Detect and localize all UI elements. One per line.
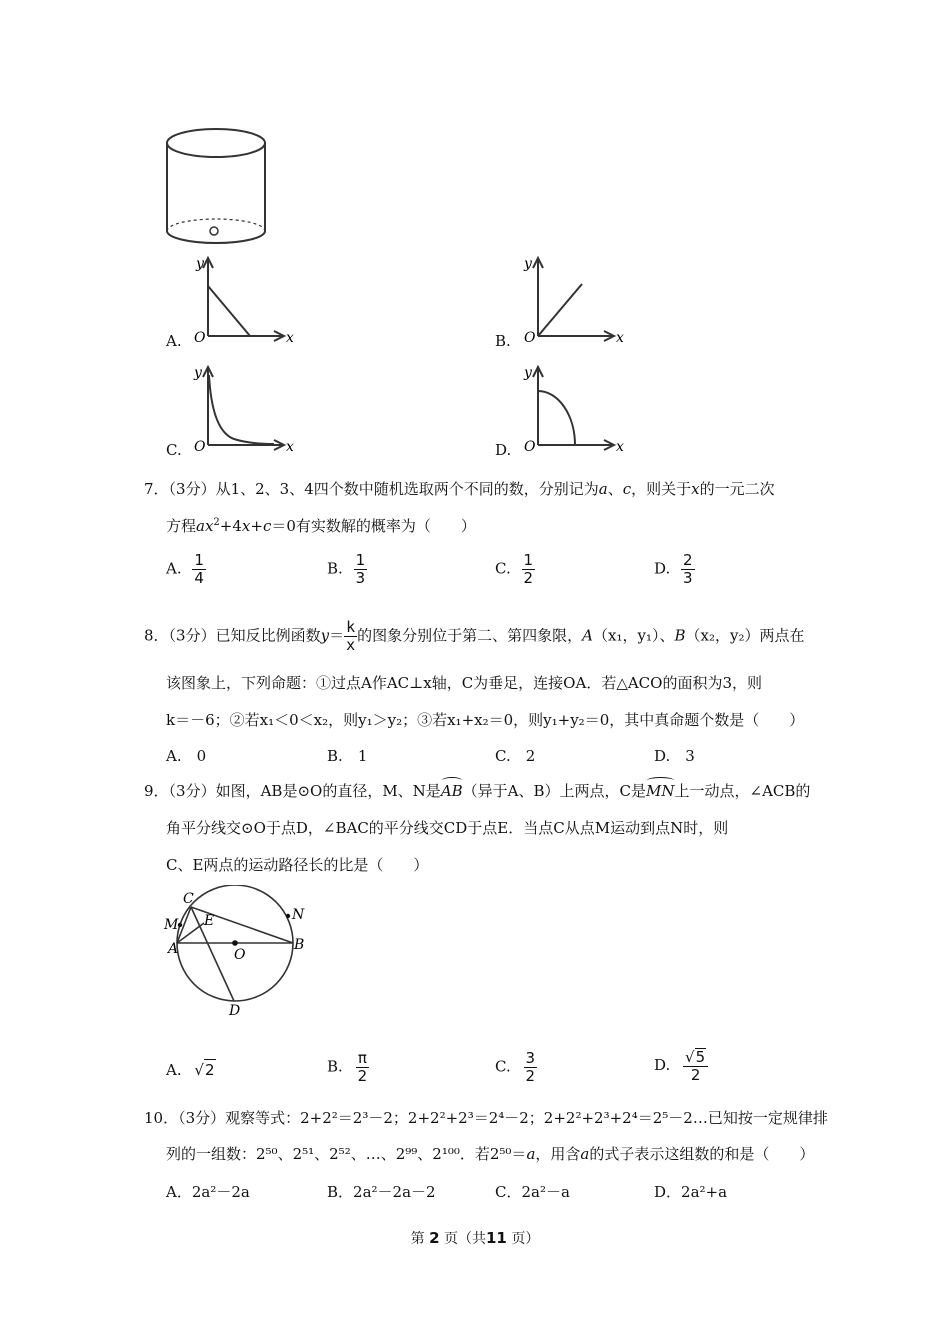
q8-line-2: 该图象上，下列命题：①过点A作AC⊥x轴，C为垂足，连接OA．若△ACO的面积为3，则 [166, 674, 763, 692]
q9-option-c[interactable]: C. $\frac{3}{2}$ [495, 1049, 536, 1085]
q9-line-2: 角平分线交⊙O于点D，∠BAC的平分线交CD于点E．当点C从点M运动到点N时，则 [166, 819, 729, 837]
page-footer: 第 2 页（共11 页） [410, 1229, 540, 1247]
q9-circle-figure [160, 885, 320, 1025]
svg-text:C: C [183, 891, 194, 907]
svg-text:A: A [168, 941, 179, 957]
q6-graph-b [520, 252, 630, 347]
svg-text:O: O [234, 947, 246, 963]
q10-option-a[interactable]: A．2a²－2a [166, 1183, 250, 1201]
cylinder-figure [160, 125, 272, 247]
q6-option-b-letter: B. [495, 332, 511, 350]
q10-line-1: 10．（3分）观察等式：2+2²＝2³－2；2+2²+2³＝2⁴－2；2+2²+2³+2⁴＝2⁵－2…已知按一定规律排 [144, 1109, 828, 1127]
q10-option-c[interactable]: C．2a²－a [495, 1183, 570, 1201]
q10-option-d[interactable]: D．2a²+a [654, 1183, 728, 1201]
q6-option-d-letter: D. [495, 441, 512, 459]
q6-option-c-letter: C. [166, 441, 182, 459]
q9-option-d[interactable]: D. $\frac{√5}{2}$ [654, 1048, 708, 1084]
svg-text:O: O [194, 439, 206, 455]
q7-option-b[interactable]: B. $\frac{1}{3}$ [327, 551, 366, 587]
cylinder-top [167, 129, 265, 157]
q8-option-d[interactable]: D. 3 [654, 747, 695, 765]
origin-label: O [194, 330, 206, 346]
q10-option-b[interactable]: B．2a²－2a－2 [327, 1183, 436, 1201]
svg-text:y: y [194, 365, 202, 381]
svg-text:M: M [164, 917, 179, 933]
q6-graph-d [520, 361, 630, 456]
q7-line-1: 7．（3分）从1、2、3、4四个数中随机选取两个不同的数，分别记为a、c，则关于x的一元二次 [144, 480, 775, 498]
svg-text:y: y [524, 256, 532, 272]
svg-text:O: O [524, 330, 536, 346]
page-total: 11 [486, 1229, 507, 1247]
q8-option-c[interactable]: C. 2 [495, 747, 536, 765]
q7-option-a[interactable]: A. $\frac{1}{4}$ [166, 551, 204, 587]
q9-option-b[interactable]: B. $\frac{\pi}{2}$ [327, 1049, 368, 1085]
svg-text:D: D [229, 1003, 241, 1019]
q9-line-3: C、E两点的运动路径长的比是（ ） [166, 856, 429, 874]
q9-option-a[interactable]: A. √2 [166, 1061, 215, 1079]
svg-text:O: O [524, 439, 536, 455]
q7-option-d[interactable]: D. $\frac{2}{3}$ [654, 551, 693, 587]
svg-text:x: x [286, 439, 294, 455]
y-axis-label: y [196, 256, 204, 272]
graph-c-curve [209, 375, 274, 444]
svg-text:E: E [204, 913, 215, 929]
q6-graph-a [190, 252, 300, 347]
q9-line-1: 9．（3分）如图，AB是⊙O的直径，M、N是AB（异于A、B）上两点，C是MN上一动点，∠ACB的 [144, 782, 811, 800]
q10-line-2: 列的一组数：2⁵⁰、2⁵¹、2⁵²、…、2⁹⁹、2¹⁰⁰．若2⁵⁰＝a，用含a的式子表示这组数的和是（ ） [166, 1145, 815, 1163]
graph-d-curve [538, 391, 575, 445]
svg-text:N: N [292, 907, 305, 923]
center-dot [232, 940, 238, 946]
cylinder-hole [210, 227, 218, 235]
q8-line-3: k＝－6；②若x₁＜0＜x₂，则y₁＞y₂；③若x₁+x₂＝0，则y₁+y₂＝0，其中真命题个数是（ ） [166, 711, 805, 729]
svg-text:B: B [294, 937, 305, 953]
point-m [178, 923, 182, 927]
q8-option-a[interactable]: A. 0 [166, 747, 207, 765]
graph-a-curve [208, 286, 250, 336]
q8-line-1: 8．（3分）已知反比例函数y＝ $\frac{k}{x}$ 的图象分别位于第二、第四象限，A（x₁，y₁）、B（x₂，y₂）两点在 [144, 618, 805, 654]
q6-option-a-letter: A. [166, 332, 182, 350]
point-n [286, 914, 290, 918]
svg-text:y: y [524, 365, 532, 381]
graph-b-curve [538, 284, 582, 336]
page-number: 2 [429, 1229, 440, 1247]
q6-graph-c [190, 361, 300, 456]
arc-mn: MN [646, 782, 675, 800]
x-axis-label: x [286, 330, 294, 346]
q7-option-c[interactable]: C. $\frac{1}{2}$ [495, 551, 534, 587]
arc-ab: AB [440, 782, 463, 800]
q7-line-2: 方程$ax^2+4x+c=0$有实数解的概率为（ ） [166, 517, 476, 535]
q8-option-b[interactable]: B. 1 [327, 747, 368, 765]
svg-text:x: x [616, 439, 624, 455]
svg-text:x: x [616, 330, 624, 346]
